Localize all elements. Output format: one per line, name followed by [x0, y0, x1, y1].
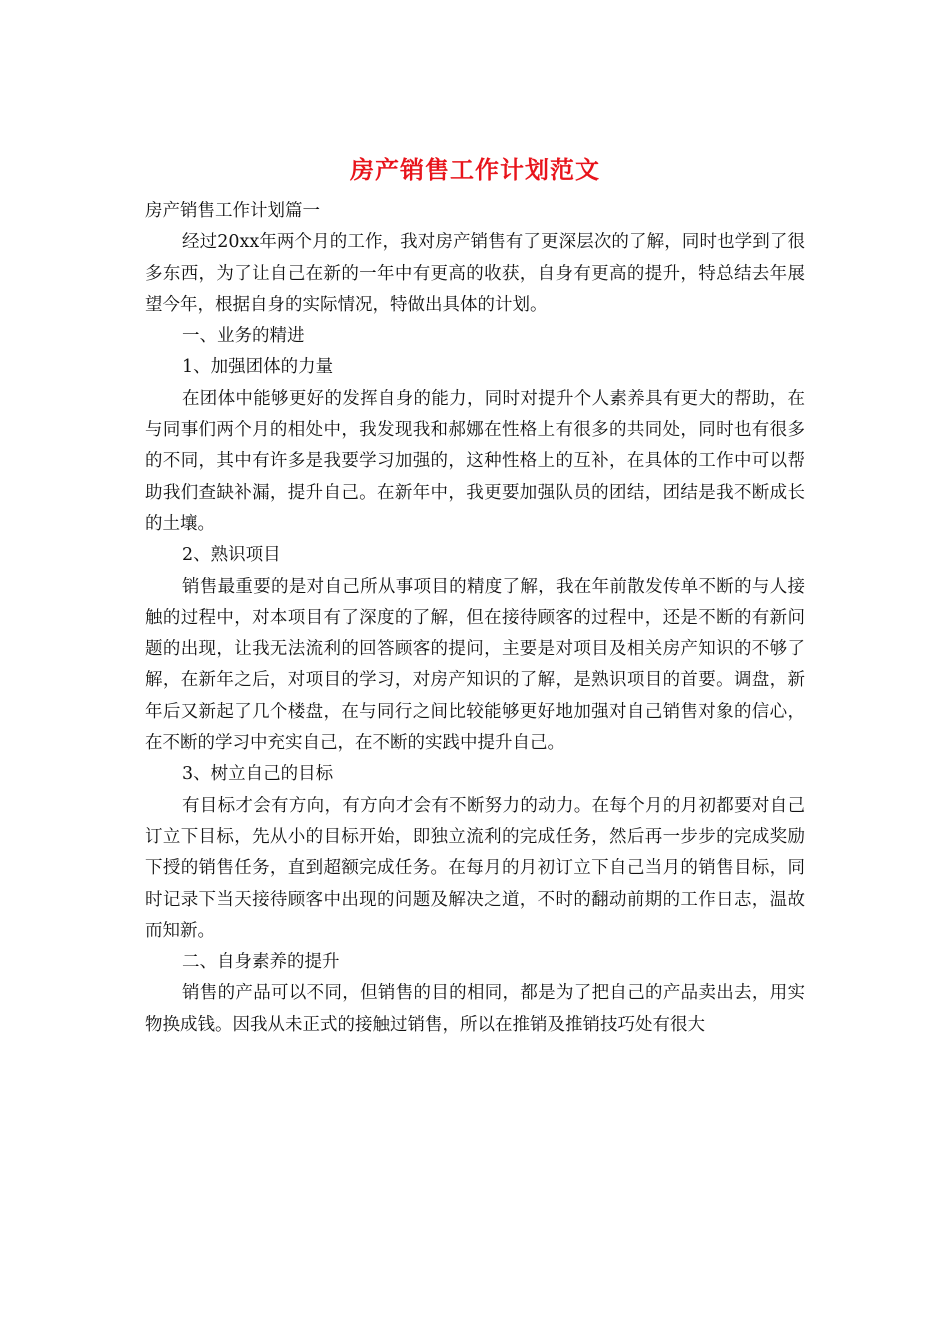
subsection-heading: 1、加强团体的力量: [182, 357, 334, 378]
document-body: [145, 196, 805, 1041]
document-subtitle: 房产销售工作计划篇一: [145, 201, 320, 221]
paragraph: 销售的产品可以不同，但销售的目的相同，都是为了把自己的产品卖出去，用实物换成钱。因我从未正式的接触过销售，所以在推销及推销技巧处有很大: [145, 983, 805, 1035]
paragraph: 经过20xx年两个月的工作，我对房产销售有了更深层次的了解，同时也学到了很多东西，为了让自己在新的一年中有更高的收获，自身有更高的提升，特总结去年展望今年，根据自身的实际情况，特做出具体的计划。: [145, 232, 805, 315]
section-heading: 一、业务的精进: [182, 326, 305, 347]
paragraph: 有目标才会有方向，有方向才会有不断努力的动力。在每个月的月初都要对自己订立下目标，先从小的目标开始，即独立流利的完成任务，然后再一步步的完成奖励下授的销售任务，直到超额完成任务。在每月的月初订立下自己当月的销售目标，同时记录下当天接待顾客中出现的问题及解决之道，不时的翻动前期的工作日志，温故而知新。: [145, 795, 805, 941]
paragraph: 在团体中能够更好的发挥自身的能力，同时对提升个人素养具有更大的帮助，在与同事们两个月的相处中，我发现我和郝娜在性格上有很多的共同处，同时也有很多的不同，其中有许多是我要学习加强的，这种性格上的互补，在具体的工作中可以帮助我们查缺补漏，提升自己。在新年中，我更要加强队员的团结，团结是我不断成长的土壤。: [145, 388, 805, 534]
paragraph: 销售最重要的是对自己所从事项目的精度了解，我在年前散发传单不断的与人接触的过程中，对本项目有了深度的了解，但在接待顾客的过程中，还是不断的有新问题的出现，让我无法流利的回答顾客的提问，主要是对项目及相关房产知识的不够了解，在新年之后，对项目的学习，对房产知识的了解，是熟识项目的首要。调盘，新年后又新起了几个楼盘，在与同行之间比较能够更好地加强对自己销售对象的信心，在不断的学习中充实自己，在不断的实践中提升自己。: [145, 576, 805, 754]
section-heading: 二、自身素养的提升: [182, 952, 340, 973]
document-title: 房产销售工作计划范文: [350, 155, 600, 184]
subsection-heading: 3、树立自己的目标: [182, 764, 334, 785]
subsection-heading: 2、熟识项目: [182, 545, 281, 566]
